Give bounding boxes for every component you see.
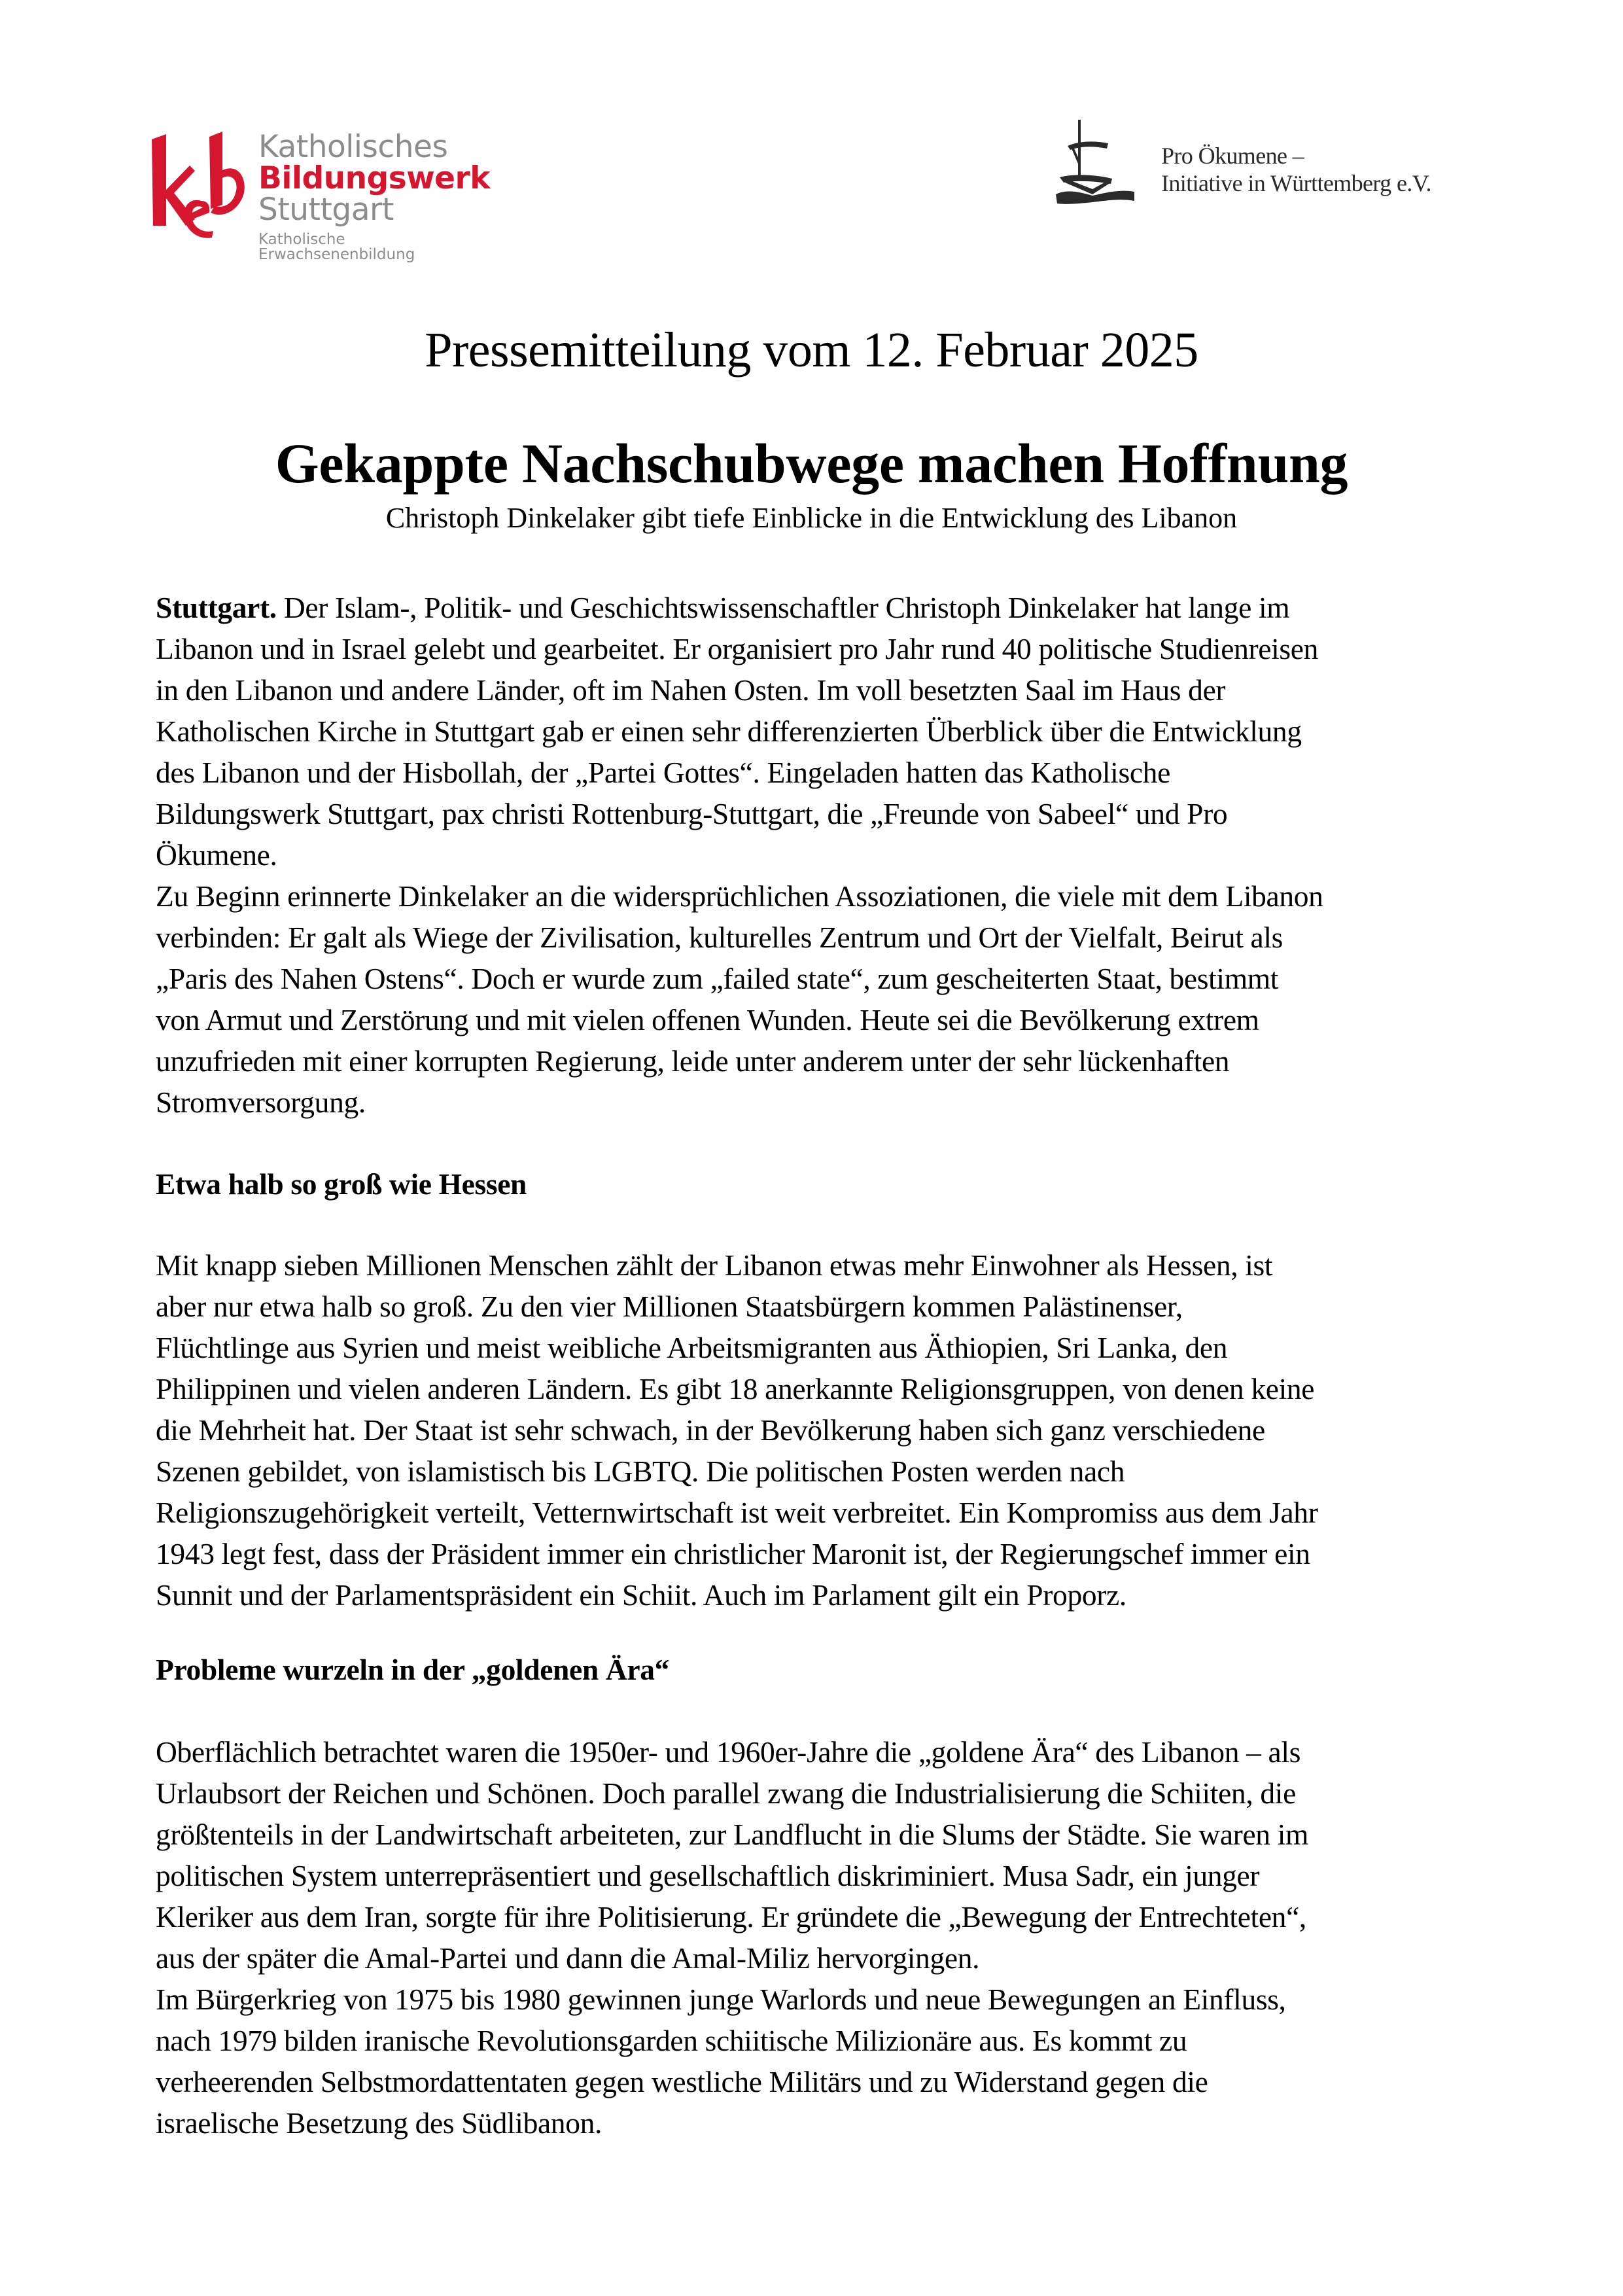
text-line: Kleriker aus dem Iran, sorgte für ihre Politisierung. Er gründete die „Bewegung der Entrechteten“, — [156, 1900, 1306, 1934]
press-release-date: Pressemitteilung vom 12. Februar 2025 — [425, 323, 1198, 378]
text-line: Stromversorgung. — [156, 1086, 366, 1119]
text-line: unzufrieden mit einer korrupten Regierung, leide unter anderem unter der sehr lückenhaften — [156, 1044, 1230, 1078]
text-line: Im Bürgerkrieg von 1975 bis 1980 gewinnen junge Warlords und neue Bewegungen an Einfluss, — [156, 1983, 1286, 2016]
text-line: Mit knapp sieben Millionen Menschen zählt der Libanon etwas mehr Einwohner als Hessen, ist — [156, 1248, 1273, 1282]
text-line: Ökumene. — [156, 838, 277, 872]
text-line: Oberflächlich betrachtet waren die 1950er- und 1960er-Jahre die „goldene Ära“ des Libanon – als — [156, 1735, 1301, 1769]
text-line: die Mehrheit hat. Der Staat ist sehr schwach, in der Bevölkerung haben sich ganz verschiedene — [156, 1413, 1265, 1447]
text-line: Katholischen Kirche in Stuttgart gab er einen sehr differenzierten Überblick über die Entwicklung — [156, 715, 1302, 748]
text-line: verbinden: Er galt als Wiege der Zivilisation, kulturelles Zentrum und Ort der Vielfalt, Beirut als — [156, 921, 1283, 954]
text-line: Szenen gebildet, von islamistisch bis LGBTQ. Die politischen Posten werden nach — [156, 1455, 1125, 1488]
section-paragraph-golden-era — [156, 1731, 1490, 2144]
keb-logo-line-2: Bildungswerk — [258, 160, 490, 196]
section-heading-hessen: Etwa halb so groß wie Hessen — [156, 1167, 527, 1201]
headline: Gekappte Nachschubwege machen Hoffnung — [275, 432, 1348, 495]
text-line: in den Libanon und andere Länder, oft im Nahen Osten. Im voll besetzten Saal im Haus der — [156, 673, 1226, 707]
keb-logo-line-3: Stuttgart — [258, 192, 394, 228]
text-line: Religionszugehörigkeit verteilt, Vetternwirtschaft ist weit verbreitet. Ein Kompromiss aus dem Jahr — [156, 1496, 1318, 1529]
pro-oekumene-line-2: Initiative in Württemberg e.V. — [1161, 170, 1431, 196]
text-line: aber nur etwa halb so groß. Zu den vier Millionen Staatsbürgern kommen Palästinenser, — [156, 1290, 1183, 1323]
text-line-content: Der Islam-, Politik- und Geschichtswissenschaftler Christoph Dinkelaker hat lange im — [276, 591, 1290, 624]
text-line: größtenteils in der Landwirtschaft arbeiteten, zur Landflucht in die Slums der Städte. Sie waren im — [156, 1818, 1309, 1851]
text-line: Libanon und in Israel gelebt und gearbeitet. Er organisiert pro Jahr rund 40 politische Studienreisen — [156, 632, 1319, 665]
text-line: verheerenden Selbstmordattentaten gegen westliche Militärs und zu Widerstand gegen die — [156, 2065, 1208, 2098]
text-line: Sunnit und der Parlamentspräsident ein Schiit. Auch im Parlament gilt ein Proporz. — [156, 1578, 1126, 1612]
keb-monogram-icon — [144, 128, 249, 245]
pro-oekumene-line-1: Pro Ökumene – — [1161, 143, 1304, 169]
text-line: politischen System unterrepräsentiert und gesellschaftlich diskriminiert. Musa Sadr, ein junger — [156, 1859, 1260, 1892]
section-heading-golden-era: Probleme wurzeln in der „goldenen Ära“ — [156, 1653, 669, 1686]
intro-paragraph — [156, 587, 1490, 875]
text-line: Zu Beginn erinnerte Dinkelaker an die widersprüchlichen Assoziationen, die viele mit dem Libanon — [156, 879, 1323, 913]
keb-logo — [144, 128, 490, 263]
subheadline: Christoph Dinkelaker gibt tiefe Einblicke in die Entwicklung des Libanon — [385, 502, 1238, 534]
text-line: nach 1979 bilden iranische Revolutionsgarden schiitische Milizionäre aus. Es kommt zu — [156, 2024, 1187, 2057]
text-line: des Libanon und der Hisbollah, der „Partei Gottes“. Eingeladen hatten das Katholische — [156, 756, 1170, 789]
boat-cross-icon — [1053, 115, 1138, 206]
text-line: aus der später die Amal-Partei und dann die Amal-Miliz hervorgingen. — [156, 1941, 980, 1975]
paragraph-associations — [156, 875, 1490, 1123]
text-line: israelische Besetzung des Südlibanon. — [156, 2106, 602, 2140]
text-line: Urlaubsort der Reichen und Schönen. Doch parallel zwang die Industrialisierung die Schiiten, die — [156, 1776, 1296, 1810]
text-line: Bildungswerk Stuttgart, pax christi Rottenburg-Stuttgart, die „Freunde von Sabeel“ und Pro — [156, 797, 1228, 830]
text-line: von Armut und Zerstörung und mit vielen offenen Wunden. Heute sei die Bevölkerung extrem — [156, 1003, 1259, 1036]
dateline: Stuttgart. — [156, 591, 277, 624]
text-line: Philippinen und vielen anderen Ländern. Es gibt 18 anerkannte Religionsgruppen, von denen keine — [156, 1372, 1315, 1405]
keb-logo-line-1: Katholisches — [258, 129, 448, 165]
text-line: „Paris des Nahen Ostens“. Doch er wurde zum „failed state“, zum gescheiterten Staat, bestimmt — [156, 962, 1279, 995]
text-line — [156, 587, 1490, 628]
text-line: 1943 legt fest, dass der Präsident immer ein christlicher Maronit ist, der Regierungschef immer ein — [156, 1537, 1310, 1570]
pro-oekumene-logo — [1053, 115, 1498, 213]
section-paragraph-hessen — [156, 1245, 1490, 1616]
keb-logo-tagline: Katholische Erwachsenenbildung — [258, 231, 415, 263]
text-line: Flüchtlinge aus Syrien und meist weibliche Arbeitsmigranten aus Äthiopien, Sri Lanka, den — [156, 1331, 1228, 1364]
